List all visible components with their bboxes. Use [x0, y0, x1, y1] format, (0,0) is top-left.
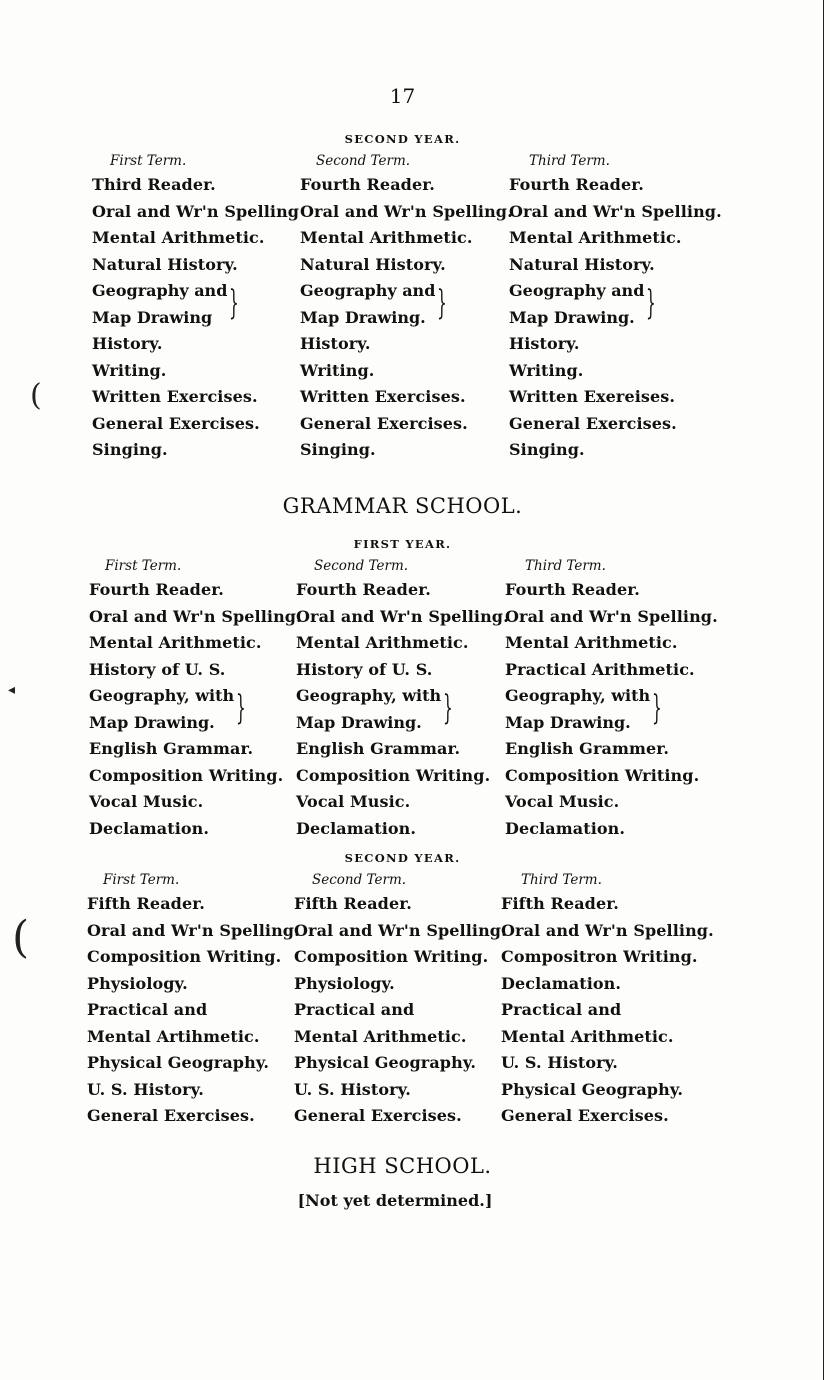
subject-item: Declamation. [296, 818, 417, 838]
subject-item: Geography, with [505, 686, 651, 705]
subject-item: Mental Arithmetic. [89, 633, 262, 652]
subject-item: Fourth Reader. [296, 580, 431, 599]
term-header: First Term. [110, 153, 187, 169]
subject-item: Declamation. [89, 818, 210, 838]
subject-item: Oral and Wr'n Spelling. [87, 920, 300, 940]
subject-item: Fourth Reader. [89, 580, 224, 599]
subject-list [87, 891, 302, 1130]
subject-item: Mental Artihmetic. [87, 1026, 260, 1046]
subject-item: Physical Geography. [501, 1079, 684, 1099]
subject-item: Declamation. [505, 818, 626, 838]
subject-item: Practical Arithmetic. [505, 659, 695, 679]
term-header: Third Term. [521, 872, 602, 888]
subject-item: Declamation. [501, 973, 622, 993]
subject-item: History. [92, 334, 163, 353]
term-column [92, 150, 307, 464]
subject-item: Writing. [92, 360, 167, 380]
subject-item: Oral and Wr'n Spelling. [296, 606, 509, 626]
subject-item: English Grammar. [89, 739, 254, 758]
subject-item: Fourth Reader. [509, 175, 644, 194]
subject-item: Mental Arithmetic. [296, 633, 469, 652]
braced-subject-group [92, 278, 307, 331]
margin-mark: ( [30, 378, 42, 413]
subject-item: Oral and Wr'n Spelling. [501, 920, 714, 940]
term-header: Third Term. [529, 153, 610, 169]
subject-item: Map Drawing. [89, 712, 215, 732]
subject-item: History. [509, 334, 580, 353]
subject-item: Third Reader. [92, 175, 216, 194]
subject-item: Fifth Reader. [294, 894, 412, 913]
subject-list [300, 172, 515, 464]
subject-item: Practical and [294, 1000, 415, 1019]
braced-subject-group [296, 683, 511, 736]
page-number: 17 [389, 84, 416, 108]
subject-item: Map Drawing. [509, 307, 635, 327]
subject-item: Writing. [300, 360, 375, 380]
brace-glyph: } [229, 283, 240, 323]
term-column [89, 555, 304, 842]
term-header: First Term. [103, 872, 180, 888]
subject-item: Oral and Wr'n Spelling. [294, 920, 507, 940]
subject-item: Mental Arithmetic. [501, 1026, 674, 1046]
subject-item: Written Exercises. [92, 387, 258, 406]
term-column [296, 555, 511, 842]
subject-item: Mental Arithmetic. [294, 1026, 467, 1046]
margin-mark: ◂ [8, 682, 16, 698]
grammar-school-heading: GRAMMAR SCHOOL. [282, 494, 523, 518]
subject-item: Geography and [92, 281, 228, 300]
subject-item: Oral and Wr'n Spelling [92, 201, 300, 221]
subject-item: Vocal Music. [89, 792, 204, 811]
subject-list [294, 891, 509, 1130]
subject-list [296, 577, 511, 842]
year-heading: SECOND YEAR. [344, 132, 461, 146]
subject-item: Mental Arithmetic. [300, 228, 473, 247]
subject-item: Geography, with [89, 686, 235, 705]
braced-subject-group [300, 278, 515, 331]
term-column [300, 150, 515, 464]
subject-item: Geography and [509, 281, 645, 300]
subject-item: General Exercises. [509, 413, 677, 433]
subject-item: Composition Writing. [89, 765, 284, 785]
term-header: Second Term. [316, 153, 411, 169]
subject-item: Mental Arithmetic. [509, 228, 682, 247]
braced-subject-group [509, 278, 724, 331]
subject-item: Oral and Wr'n Spelling. [509, 201, 722, 221]
subject-item: History of U. S. [296, 659, 433, 679]
year-heading: FIRST YEAR. [353, 537, 452, 551]
term-column [87, 869, 302, 1130]
braced-subject-group [89, 683, 304, 736]
subject-item: History. [300, 334, 371, 353]
brace-glyph: } [646, 283, 657, 323]
high-school-heading: HIGH SCHOOL. [313, 1154, 492, 1178]
year-heading: SECOND YEAR. [344, 851, 461, 865]
subject-list [509, 172, 724, 464]
term-header: Third Term. [525, 558, 606, 574]
subject-item: Written Exercises. [300, 387, 466, 406]
subject-item: Fifth Reader. [501, 894, 619, 913]
subject-item: Map Drawing. [300, 307, 426, 327]
subject-item: Natural History. [92, 254, 238, 274]
subject-item: Compositron Writing. [501, 947, 698, 966]
subject-item: History of U. S. [89, 659, 226, 679]
subject-item: Mental Arithmetic. [92, 228, 265, 247]
term-header: Second Term. [312, 872, 407, 888]
subject-item: General Exercises. [87, 1106, 255, 1125]
term-header: Second Term. [314, 558, 409, 574]
subject-item: Oral and Wr'n Spelling. [505, 606, 718, 626]
subject-item: Physical Geography. [87, 1053, 270, 1072]
term-column [501, 869, 716, 1130]
subject-item: Physiology. [294, 973, 395, 993]
subject-item: Map Drawing [92, 307, 213, 327]
subject-item: Geography, with [296, 686, 442, 705]
high-school-note: [Not yet determined.] [297, 1191, 493, 1210]
subject-item: Practical and [501, 1000, 622, 1019]
subject-item: Singing. [300, 440, 376, 459]
term-column [294, 869, 509, 1130]
subject-item: Singing. [509, 440, 585, 459]
brace-glyph: } [652, 688, 662, 728]
subject-item: U. S. History. [87, 1079, 204, 1099]
subject-item: Composition Writing. [505, 765, 700, 785]
subject-item: Natural History. [509, 254, 655, 274]
subject-item: Composition Writing. [296, 765, 491, 785]
subject-item: Physiology. [87, 973, 188, 993]
subject-item: English Grammer. [505, 739, 670, 758]
subject-list [505, 577, 720, 842]
subject-item: Fifth Reader. [87, 894, 205, 913]
brace-glyph: } [443, 688, 453, 728]
subject-item: Singing. [92, 440, 168, 459]
subject-item: Mental Arithmetic. [505, 633, 678, 652]
subject-item: Map Drawing. [505, 712, 631, 732]
brace-glyph: } [236, 688, 246, 728]
subject-item: U. S. History. [501, 1053, 618, 1072]
subject-item: Written Exereises. [509, 387, 676, 406]
subject-item: Oral and Wr'n Spelling. [89, 606, 302, 626]
page-edge [823, 0, 824, 1380]
subject-item: English Grammar. [296, 739, 461, 758]
subject-list [89, 577, 304, 842]
margin-mark: ( [12, 912, 30, 963]
subject-item: Vocal Music. [505, 792, 620, 811]
subject-item: Physical Geography. [294, 1053, 477, 1072]
subject-item: Fourth Reader. [300, 175, 435, 194]
subject-item: Map Drawing. [296, 712, 422, 732]
subject-item: Geography and [300, 281, 436, 300]
subject-item: Practical and [87, 1000, 208, 1019]
term-header: First Term. [105, 558, 182, 574]
subject-item: Writing. [509, 360, 584, 380]
term-column [509, 150, 724, 464]
subject-item: General Exercises. [300, 413, 468, 433]
subject-item: Natural History. [300, 254, 446, 274]
subject-item: U. S. History. [294, 1079, 411, 1099]
braced-subject-group [505, 683, 720, 736]
subject-item: General Exercises. [92, 413, 260, 433]
subject-item: Oral and Wr'n Spelling. [300, 201, 513, 221]
subject-item: Fourth Reader. [505, 580, 640, 599]
subject-item: General Exercises. [501, 1106, 669, 1125]
subject-list [92, 172, 307, 464]
subject-list [501, 891, 716, 1130]
subject-item: General Exercises. [294, 1106, 462, 1125]
subject-item: Composition Writing. [87, 947, 282, 966]
brace-glyph: } [437, 283, 448, 323]
subject-item: Composition Writing. [294, 947, 489, 966]
subject-item: Vocal Music. [296, 792, 411, 811]
term-column [505, 555, 720, 842]
